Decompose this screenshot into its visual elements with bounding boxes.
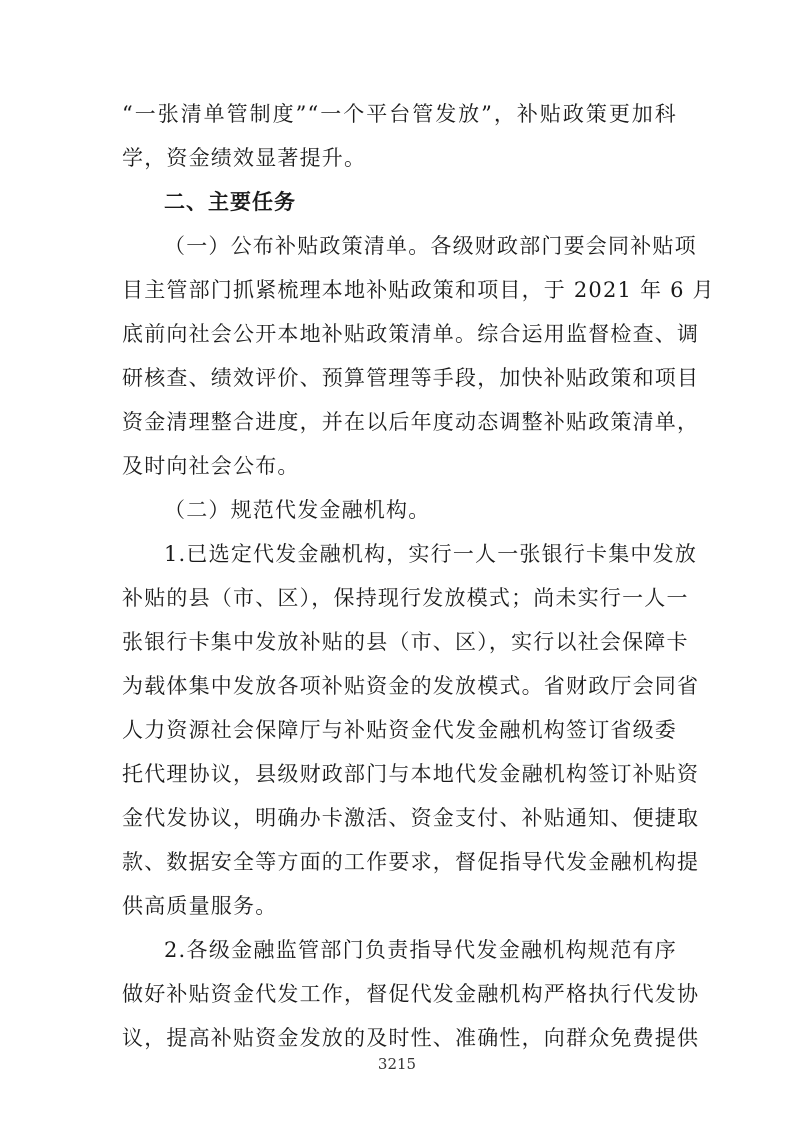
body-text-line: 为载体集中发放各项补贴资金的发放模式。省财政厅会同省 [122, 674, 700, 698]
body-text-line: 补贴的县（市、区），保持现行发放模式；尚未实行一人一 [122, 586, 689, 610]
body-text-line: 张银行卡集中发放补贴的县（市、区），实行以社会保障卡 [122, 630, 689, 654]
body-text-line: “一张清单管制度”“一个平台管发放”，补贴政策更加科 [122, 102, 677, 126]
page-number: 3215 [377, 1055, 417, 1073]
subsection-heading: （二）规范代发金融机构。 [164, 498, 431, 522]
body-text-line: 资金清理整合进度，并在以后年度动态调整补贴政策清单， [122, 410, 700, 434]
body-text-line: 2.各级金融监管部门负责指导代发金融机构规范有序 [164, 938, 677, 962]
body-text-line: 目主管部门抓紧梳理本地补贴政策和项目，于 2021 年 6 月 [122, 278, 715, 302]
body-text-line: 底前向社会公开本地补贴政策清单。综合运用监督检查、调 [122, 322, 700, 346]
body-text-line: 托代理协议，县级财政部门与本地代发金融机构签订补贴资 [122, 762, 700, 786]
body-text-line: 学，资金绩效显著提升。 [122, 146, 367, 170]
body-text-line: 款、数据安全等方面的工作要求，督促指导代发金融机构提 [122, 850, 700, 874]
body-text-line: （一）公布补贴政策清单。各级财政部门要会同补贴项 [164, 234, 697, 258]
body-text-line: 金代发协议，明确办卡激活、资金支付、补贴通知、便捷取 [122, 806, 700, 830]
body-text-line: 人力资源社会保障厅与补贴资金代发金融机构签订省级委 [122, 718, 677, 742]
body-text-line: 做好补贴资金代发工作，督促代发金融机构严格执行代发协 [122, 982, 700, 1006]
body-text-line: 供高质量服务。 [122, 894, 278, 918]
body-text-line: 1.已选定代发金融机构，实行一人一张银行卡集中发放 [164, 542, 698, 566]
body-text-line: 及时向社会公布。 [122, 454, 300, 478]
section-heading: 二、主要任务 [164, 190, 296, 214]
body-text-line: 研核查、绩效评价、预算管理等手段，加快补贴政策和项目 [122, 366, 700, 390]
body-text-line: 议，提高补贴资金发放的及时性、准确性，向群众免费提供 [122, 1026, 700, 1050]
